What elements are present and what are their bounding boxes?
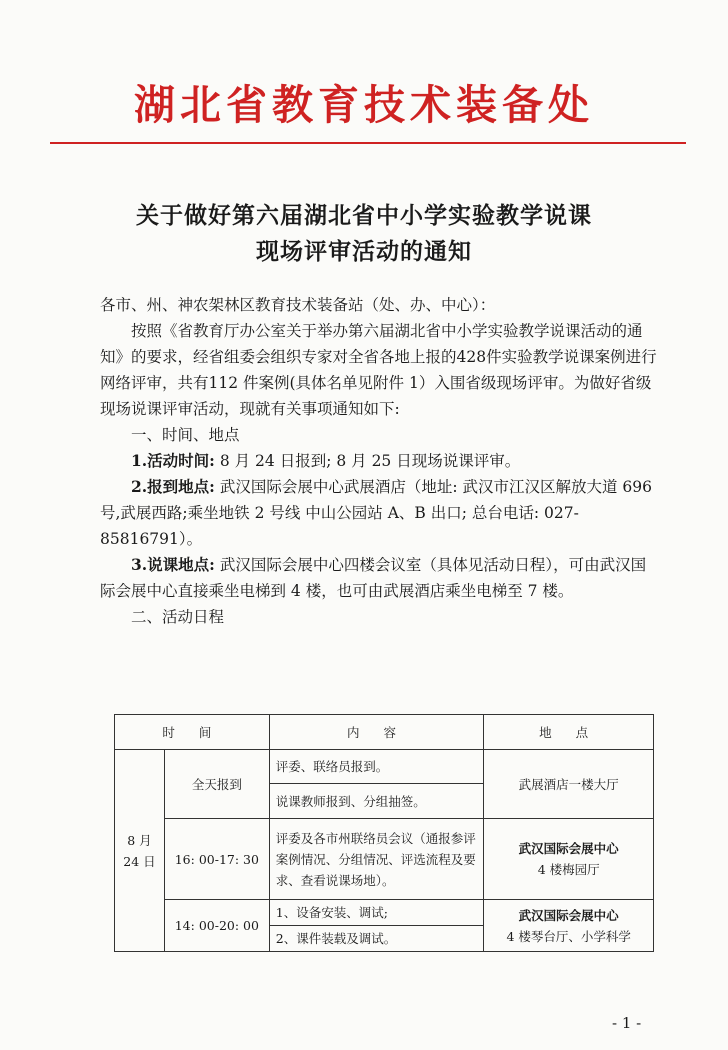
date-month: 8 月 xyxy=(127,832,152,848)
item-presentation-location xyxy=(100,552,660,604)
item-activity-time xyxy=(100,448,660,474)
salutation: 各市、州、神农架林区教育技术装备站（处、办、中心）： xyxy=(100,296,496,314)
time-cell: 16: 00-17: 30 xyxy=(164,819,269,900)
content-cell: 1、设备安装、调试; xyxy=(269,900,484,926)
location-venue: 武汉国际会展中心 xyxy=(518,841,619,856)
document-title xyxy=(0,198,728,270)
time-cell: 14: 00-20: 00 xyxy=(164,900,269,952)
content-cell: 评委、联络员报到。 xyxy=(269,750,484,784)
table-row xyxy=(115,819,654,900)
section-heading-2: 二、活动日程 xyxy=(131,608,225,626)
date-day: 24 日 xyxy=(123,853,156,869)
item-text: 武汉国际会展中心武展酒店（地址: 武汉市江汉区解放大道 696 号,武展西路;乘坐地铁 2 号线 中山公园站 A、B 出口; 总台电话: 027-85816791）。 xyxy=(100,478,652,548)
location-cell xyxy=(484,900,654,952)
header-location: 地 点 xyxy=(484,715,654,750)
header-content: 内 容 xyxy=(269,715,484,750)
header-time: 时 间 xyxy=(115,715,270,750)
item-text: 武汉国际会展中心四楼会议室（具体见活动日程），可由武汉国际会展中心直接乘坐电梯到 4 楼，也可由武展酒店乘坐电梯至 7 楼。 xyxy=(100,556,647,600)
title-line-2: 现场评审活动的通知 xyxy=(256,238,472,265)
page-number: - 1 - xyxy=(612,1014,642,1032)
item-label: 2.报到地点: xyxy=(131,477,215,496)
table-row xyxy=(115,900,654,926)
content-cell: 说课教师报到、分组抽签。 xyxy=(269,784,484,819)
table-header-row xyxy=(115,715,654,750)
location-venue: 武汉国际会展中心 xyxy=(518,907,619,923)
schedule-table xyxy=(114,714,654,952)
title-line-1: 关于做好第六届湖北省中小学实验教学说课 xyxy=(136,202,592,229)
item-label: 1.活动时间: xyxy=(131,451,215,470)
date-cell xyxy=(115,750,165,952)
section-heading-1: 一、时间、地点 xyxy=(131,426,240,444)
issuer-heading: 湖北省教育技术装备处 xyxy=(134,81,594,129)
item-label: 3.说课地点: xyxy=(131,555,215,574)
red-divider-line xyxy=(50,142,686,144)
document-body xyxy=(100,292,660,630)
location-cell xyxy=(484,819,654,900)
content-cell: 2、课件装载及调试。 xyxy=(269,926,484,952)
location-cell: 武展酒店一楼大厅 xyxy=(484,750,654,819)
item-checkin-location xyxy=(100,474,660,552)
intro-paragraph: 按照《省教育厅办公室关于举办第六届湖北省中小学实验教学说课活动的通知》的要求，经省组委会组织专家对全省各地上报的428件实验教学说课案例进行网络评审，共有112 件案例(具体名单见附件 1）入围省级现场评审。为做好省级现场说课评审活动，现就有关事项通知如下: xyxy=(100,322,657,418)
location-room: 4 楼琴台厅、小学科学 xyxy=(506,928,631,944)
location-room: 4 楼梅园厅 xyxy=(537,862,600,877)
item-text: 8 月 24 日报到; 8 月 25 日现场说课评审。 xyxy=(214,452,521,470)
table-row xyxy=(115,750,654,784)
content-cell: 评委及各市州联络员会议（通报参评案例情况、分组情况、评选流程及要求、查看说课场地）。 xyxy=(269,819,484,900)
time-cell: 全天报到 xyxy=(164,750,269,819)
